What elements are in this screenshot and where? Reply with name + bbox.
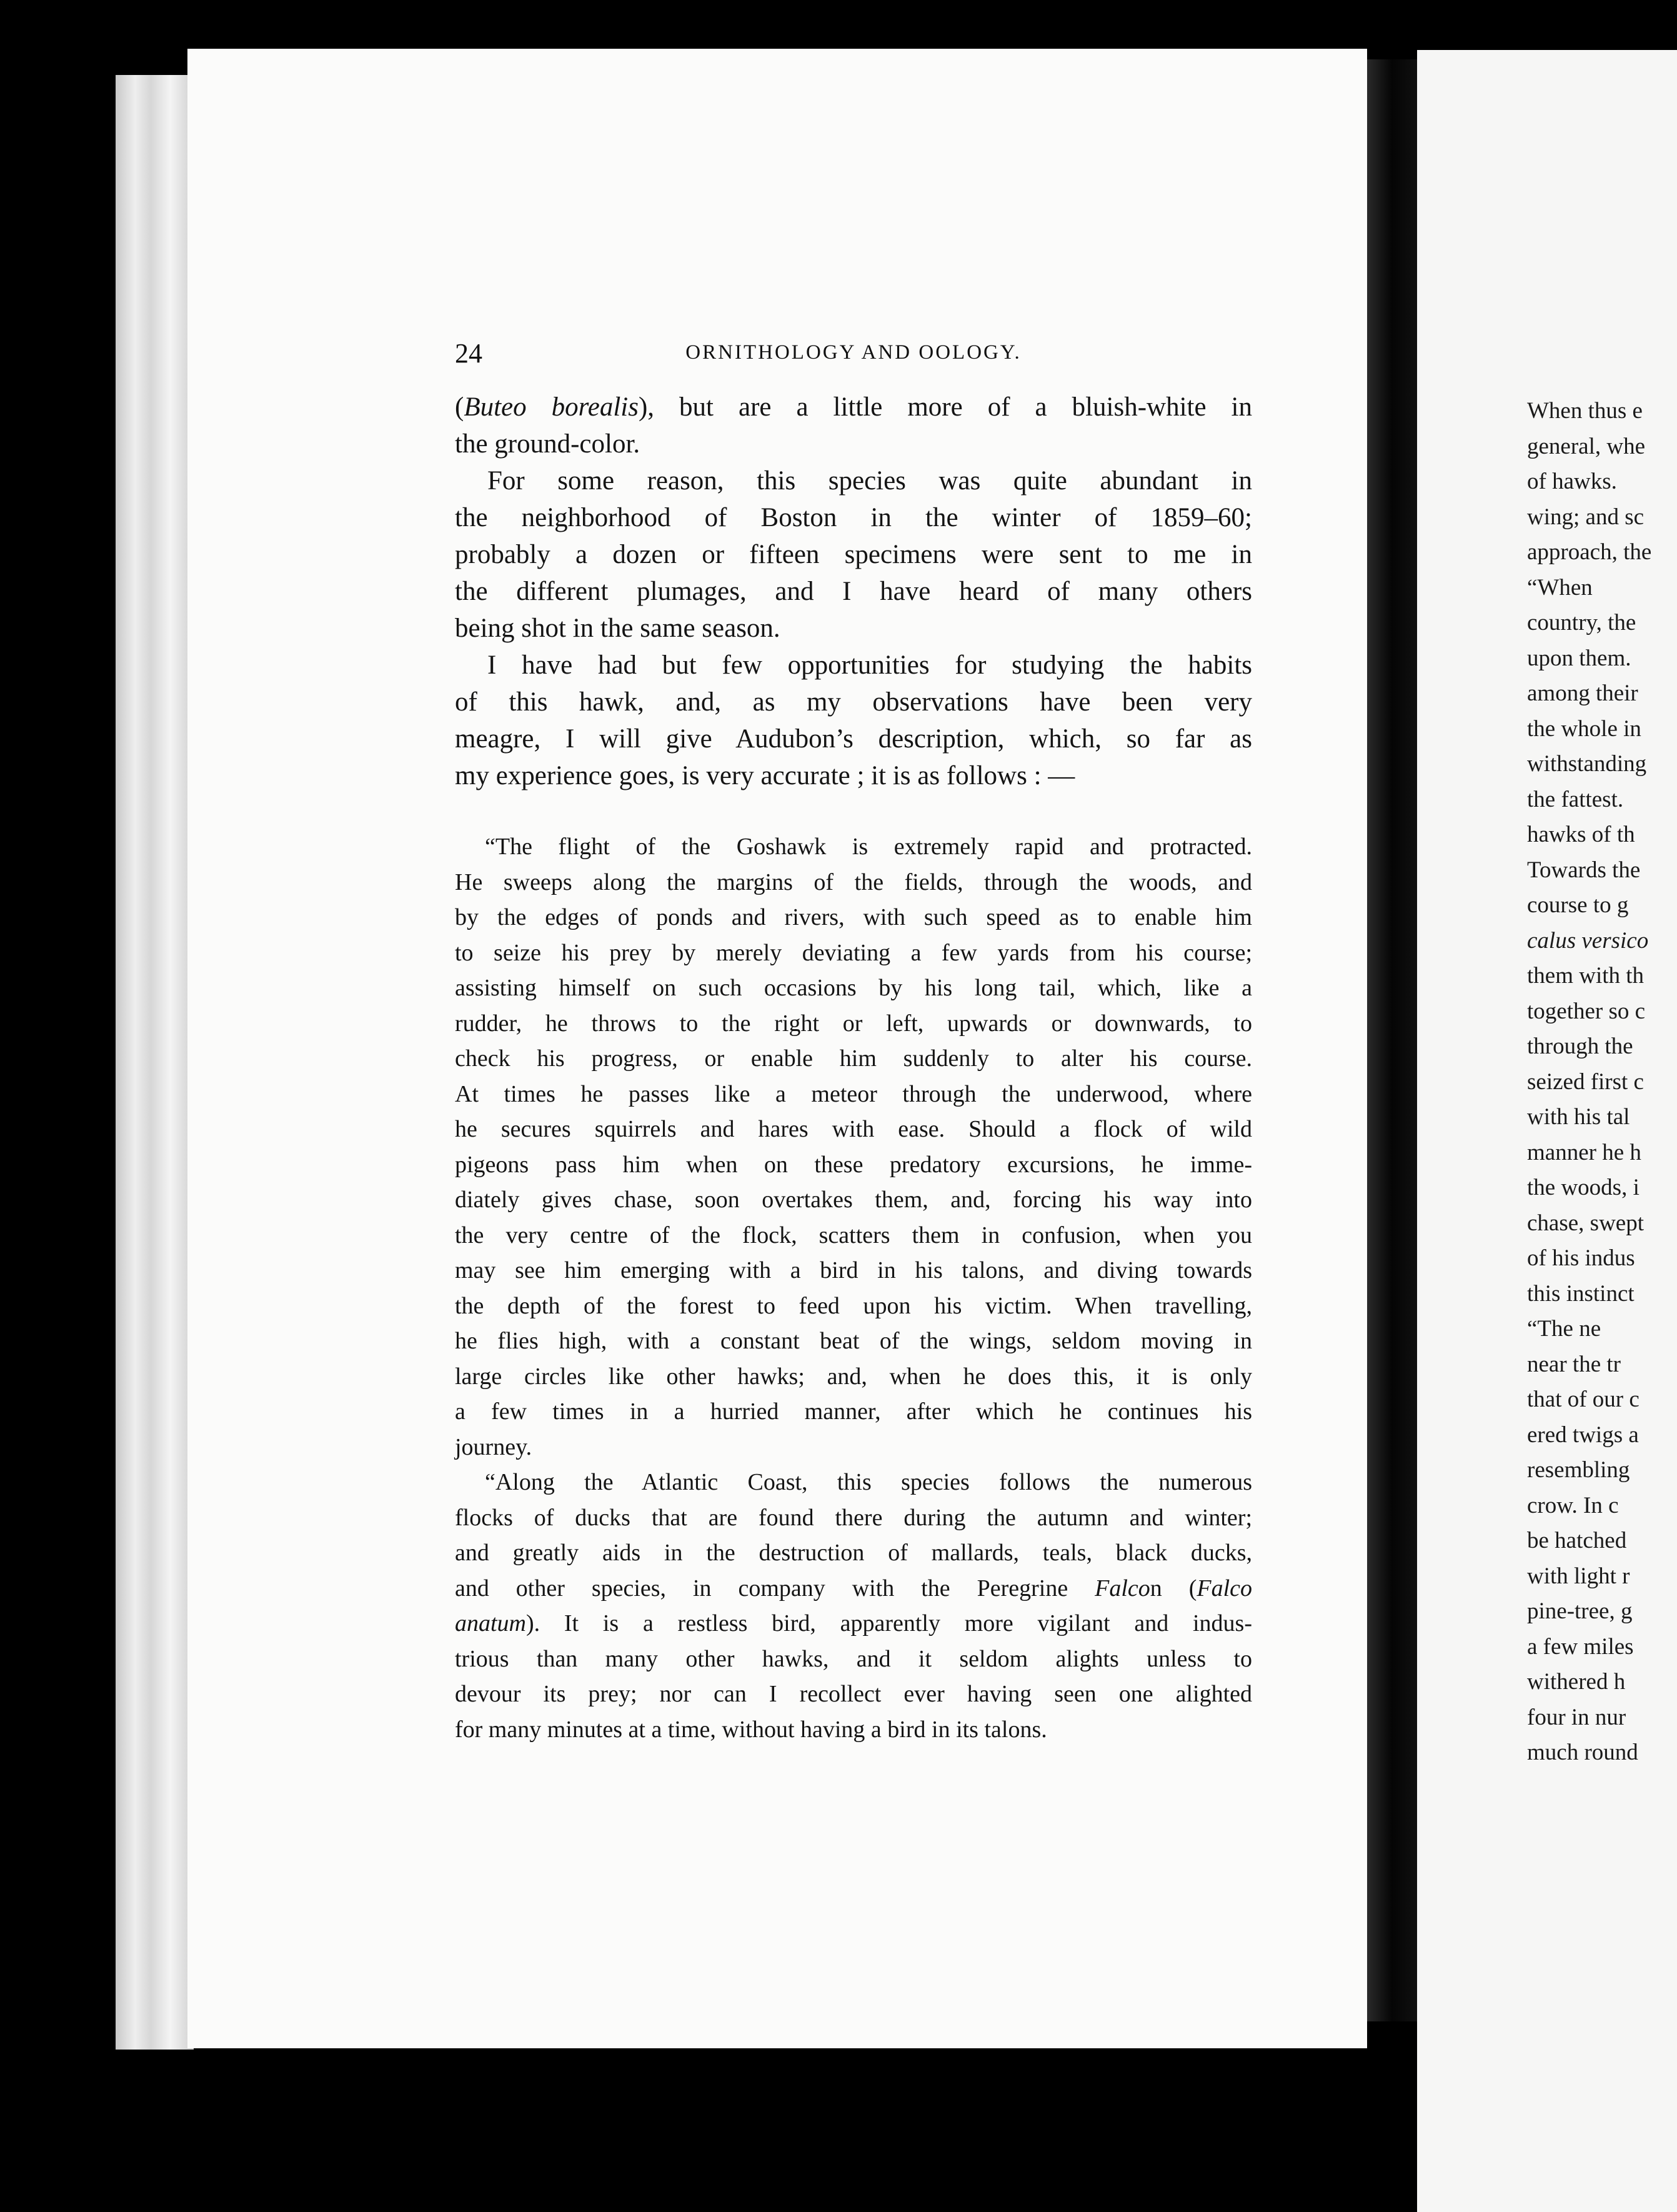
text-line: pigeons pass him when on these predatory excursions, he imme-: [455, 1151, 1252, 1178]
text-line: flocks of ducks that are found there during the autumn and winter;: [455, 1504, 1252, 1531]
facing-text-line: the fattest.: [1527, 786, 1624, 812]
facing-text-line: “The ne: [1527, 1316, 1601, 1342]
facing-text-line: ered twigs a: [1527, 1422, 1639, 1448]
text-line: trious than many other hawks, and it seldom alights unless to: [455, 1645, 1252, 1672]
text-line: anatum). It is a restless bird, apparently more vigilant and indus-: [455, 1610, 1252, 1637]
facing-text-line: this instinct: [1527, 1280, 1635, 1307]
text-line: He sweeps along the margins of the fields, through the woods, and: [455, 869, 1252, 895]
text-line: diately gives chase, soon overtakes them, and, forcing his way into: [455, 1187, 1252, 1213]
text-line: he flies high, with a constant beat of the wings, seldom moving in: [455, 1328, 1252, 1354]
facing-text-line: of hawks.: [1527, 469, 1617, 494]
paragraph: [455, 829, 1252, 1465]
text-line: he secures squirrels and hares with ease. Should a flock of wild: [455, 1116, 1252, 1142]
facing-text-line: four in nur: [1527, 1704, 1626, 1730]
facing-text-line: wing; and sc: [1527, 504, 1645, 530]
text-line: and other species, in company with the Peregrine Falcon (Falco: [455, 1575, 1252, 1602]
text-line: I have had but few opportunities for studying the habits: [487, 650, 1252, 680]
facing-text-line: calus versico: [1527, 927, 1649, 954]
facing-text-line: that of our c: [1527, 1387, 1640, 1412]
paragraph: [455, 389, 1252, 462]
paragraph: [455, 1465, 1252, 1747]
text-line: At times he passes like a meteor through the underwood, where: [455, 1080, 1252, 1107]
text-line: my experience goes, is very accurate ; it is as follows : —: [455, 761, 1075, 790]
text-line: journey.: [455, 1433, 532, 1460]
quoted-passage: [455, 829, 1252, 1747]
facing-text-line: among their: [1527, 680, 1638, 706]
page-edge: [116, 75, 194, 2050]
main-text: [455, 389, 1252, 794]
facing-text-line: seized first c: [1527, 1069, 1644, 1095]
page-header: [455, 337, 1252, 375]
page-number: 24: [455, 338, 482, 369]
facing-text-line: much round: [1527, 1740, 1638, 1765]
facing-text-line: through the: [1527, 1034, 1633, 1059]
text-line: for many minutes at a time, without having a bird in its talons.: [455, 1716, 1047, 1743]
text-line: of this hawk, and, as my observations have been very: [455, 687, 1252, 717]
facing-text-line: of his indus: [1527, 1245, 1635, 1271]
text-line: devour its prey; nor can I recollect ever having seen one alighted: [455, 1681, 1252, 1707]
text-line: being shot in the same season.: [455, 614, 780, 643]
running-title: ORNITHOLOGY AND OOLOGY.: [685, 341, 1022, 364]
text-line: meagre, I will give Audubon’s description, which, so far as: [455, 724, 1252, 754]
facing-text-line: Towards the: [1527, 857, 1641, 883]
facing-text-line: crow. In c: [1527, 1492, 1619, 1518]
facing-text-line: together so c: [1527, 998, 1646, 1024]
facing-text-line: general, whe: [1527, 433, 1646, 459]
book-gutter: [1367, 59, 1417, 2021]
facing-text-line: with his tal: [1527, 1104, 1630, 1130]
facing-text-line: hawks of th: [1527, 822, 1635, 847]
facing-text-line: be hatched: [1527, 1528, 1627, 1553]
facing-text-line: them with th: [1527, 963, 1645, 989]
text-line: the different plumages, and I have heard of many others: [455, 577, 1252, 606]
facing-text-line: country, the: [1527, 610, 1636, 635]
facing-text-line: near the tr: [1527, 1351, 1621, 1377]
text-line: the very centre of the flock, scatters them in confusion, when you: [455, 1222, 1252, 1248]
text-line: check his progress, or enable him suddenly to alter his course.: [455, 1045, 1252, 1072]
facing-text-line: the whole in: [1527, 715, 1641, 742]
facing-text-line: course to g: [1527, 892, 1629, 918]
text-line: the neighborhood of Boston in the winter of 1859–60;: [455, 503, 1252, 532]
facing-text-line: a few miles: [1527, 1633, 1634, 1660]
facing-text-line: “When: [1527, 574, 1593, 600]
text-line: “The flight of the Goshawk is extremely rapid and protracted.: [485, 834, 1252, 860]
text-line: the ground-color.: [455, 429, 640, 459]
page-body: [455, 389, 1252, 1747]
text-line: “Along the Atlantic Coast, this species follows the numerous: [485, 1469, 1252, 1495]
facing-text-line: resembling: [1527, 1457, 1630, 1483]
facing-text-line: with light r: [1527, 1563, 1630, 1589]
facing-text-line: approach, the: [1527, 539, 1652, 565]
facing-text-line: withstanding: [1527, 751, 1647, 777]
facing-text-line: When thus e: [1527, 398, 1643, 424]
facing-text-line: withered h: [1527, 1669, 1626, 1695]
paragraph: [455, 647, 1252, 794]
facing-text-line: the woods, i: [1527, 1175, 1640, 1200]
text-line: to seize his prey by merely deviating a few yards from his course;: [455, 939, 1252, 966]
facing-page: [1417, 50, 1677, 2212]
text-line: by the edges of ponds and rivers, with such speed as to enable him: [455, 904, 1252, 930]
text-line: assisting himself on such occasions by his long tail, which, like a: [455, 975, 1252, 1001]
facing-page-text: [1527, 394, 1677, 1771]
facing-text-line: manner he h: [1527, 1139, 1641, 1165]
text-line: probably a dozen or fifteen specimens were sent to me in: [455, 540, 1252, 569]
text-line: a few times in a hurried manner, after which he continues his: [455, 1398, 1252, 1425]
text-line: For some reason, this species was quite abundant in: [487, 466, 1252, 496]
facing-text-line: chase, swept: [1527, 1210, 1644, 1236]
facing-text-line: upon them.: [1527, 645, 1631, 671]
text-line: may see him emerging with a bird in his talons, and diving towards: [455, 1257, 1252, 1283]
text-line: rudder, he throws to the right or left, upwards or downwards, to: [455, 1010, 1252, 1037]
text-line: and greatly aids in the destruction of mallards, teals, black ducks,: [455, 1540, 1252, 1566]
text-line: (Buteo borealis), but are a little more of a bluish-white in: [455, 392, 1253, 422]
paragraph: [455, 462, 1252, 647]
facing-text-line: pine-tree, g: [1527, 1598, 1633, 1624]
text-line: the depth of the forest to feed upon his victim. When travelling,: [455, 1292, 1252, 1319]
text-line: large circles like other hawks; and, when he does this, it is only: [455, 1363, 1252, 1390]
